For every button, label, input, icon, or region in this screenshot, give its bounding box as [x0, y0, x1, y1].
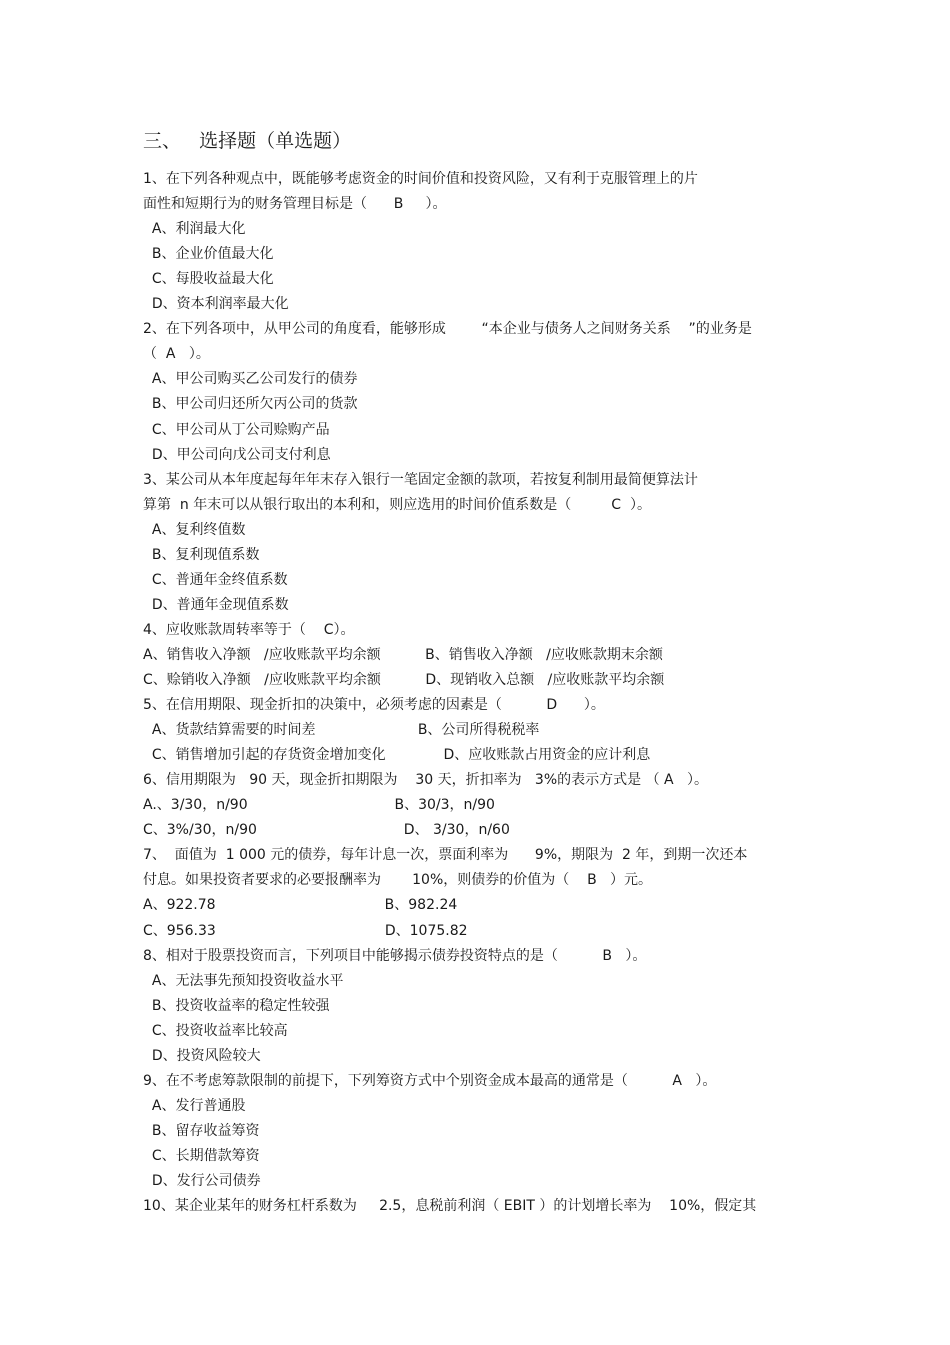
text-line: C、每股收益最大化	[143, 271, 274, 287]
text-line: D、甲公司向戊公司支付利息	[143, 447, 331, 463]
text-line: B、甲公司归还所欠丙公司的货款	[143, 396, 358, 412]
text-line: A、货款结算需要的时间差 B、公司所得税税率	[143, 722, 540, 738]
text-line: C、普通年金终值系数	[143, 572, 288, 588]
text-line: A、922.78 B、982.24	[143, 897, 458, 913]
text-line: A、利润最大化	[143, 221, 246, 237]
text-line: C、3%/30，n/90 D、 3/30，n/60	[143, 822, 510, 838]
text-line: D、资本利润率最大化	[143, 296, 289, 312]
text-line: B、留存收益筹资	[143, 1123, 260, 1139]
text-line: B、复利现值系数	[143, 547, 260, 563]
text-line: 2、在下列各项中，从甲公司的角度看，能够形成 “本企业与债务人之间财务关系 ”的业务是	[143, 321, 752, 337]
text-line: D、投资风险较大	[143, 1048, 261, 1064]
text-line: C、长期借款筹资	[143, 1148, 260, 1164]
text-line: 8、相对于股票投资而言，下列项目中能够揭示债券投资特点的是（ B ）。	[143, 948, 647, 964]
text-line: 4、应收账款周转率等于（ C）。	[143, 622, 355, 638]
text-line: C、赊销收入净额 /应收账款平均余额 D、现销收入总额 /应收账款平均余额	[143, 672, 665, 688]
text-line: 1、在下列各种观点中，既能够考虑资金的时间价值和投资风险，又有利于克服管理上的片	[143, 171, 698, 187]
text-line: 算第 n 年末可以从银行取出的本利和，则应选用的时间价值系数是（ C ）。	[143, 497, 651, 513]
text-line: B、企业价值最大化	[143, 246, 274, 262]
text-line: C、956.33 D、1075.82	[143, 923, 468, 939]
text-line: A、甲公司购买乙公司发行的债券	[143, 371, 358, 387]
text-line: C、投资收益率比较高	[143, 1023, 288, 1039]
text-line: 10、某企业某年的财务杠杆系数为 2.5，息税前利润（ EBIT ）的计划增长率为 10%，假定其	[143, 1198, 757, 1214]
text-line: 5、在信用期限、现金折扣的决策中，必须考虑的因素是（ D ）。	[143, 697, 605, 713]
text-line: 7、 面值为 1 000 元的债券，每年计息一次，票面利率为 9%，期限为 2 年，到期一次还本	[143, 847, 748, 863]
text-line: A、发行普通股	[143, 1098, 246, 1114]
text-line: 6、信用期限为 90 天，现金折扣期限为 30 天，折扣率为 3%的表示方式是 （ A ）。	[143, 772, 708, 788]
text-line: A、无法事先预知投资收益水平	[143, 973, 344, 989]
text-line: 面性和短期行为的财务管理目标是（ B ）。	[143, 196, 447, 212]
text-line: 3、某公司从本年度起每年年末存入银行一笔固定金额的款项，若按复利制用最简便算法计	[143, 472, 698, 488]
text-line: 付息。如果投资者要求的必要报酬率为 10%，则债券的价值为（ B ）元。	[143, 872, 653, 888]
text-line: A、销售收入净额 /应收账款平均余额 B、销售收入净额 /应收账款期末余额	[143, 647, 663, 663]
text-line: A.、3/30，n/90 B、30/3，n/90	[143, 797, 495, 813]
text-line: B、投资收益率的稳定性较强	[143, 998, 330, 1014]
text-line: C、甲公司从丁公司赊购产品	[143, 422, 330, 438]
text-line: D、发行公司债券	[143, 1173, 261, 1189]
text-line: 9、在不考虑筹款限制的前提下，下列筹资方式中个别资金成本最高的通常是（ A ）。	[143, 1073, 717, 1089]
text-line: C、销售增加引起的存货资金增加变化 D、应收账款占用资金的应计利息	[143, 747, 651, 763]
text-line: A、复利终值数	[143, 522, 246, 538]
text-line: D、普通年金现值系数	[143, 597, 289, 613]
section-title: 三、 选择题（单选题）	[143, 130, 352, 152]
text-line: （ A ）。	[143, 346, 210, 362]
